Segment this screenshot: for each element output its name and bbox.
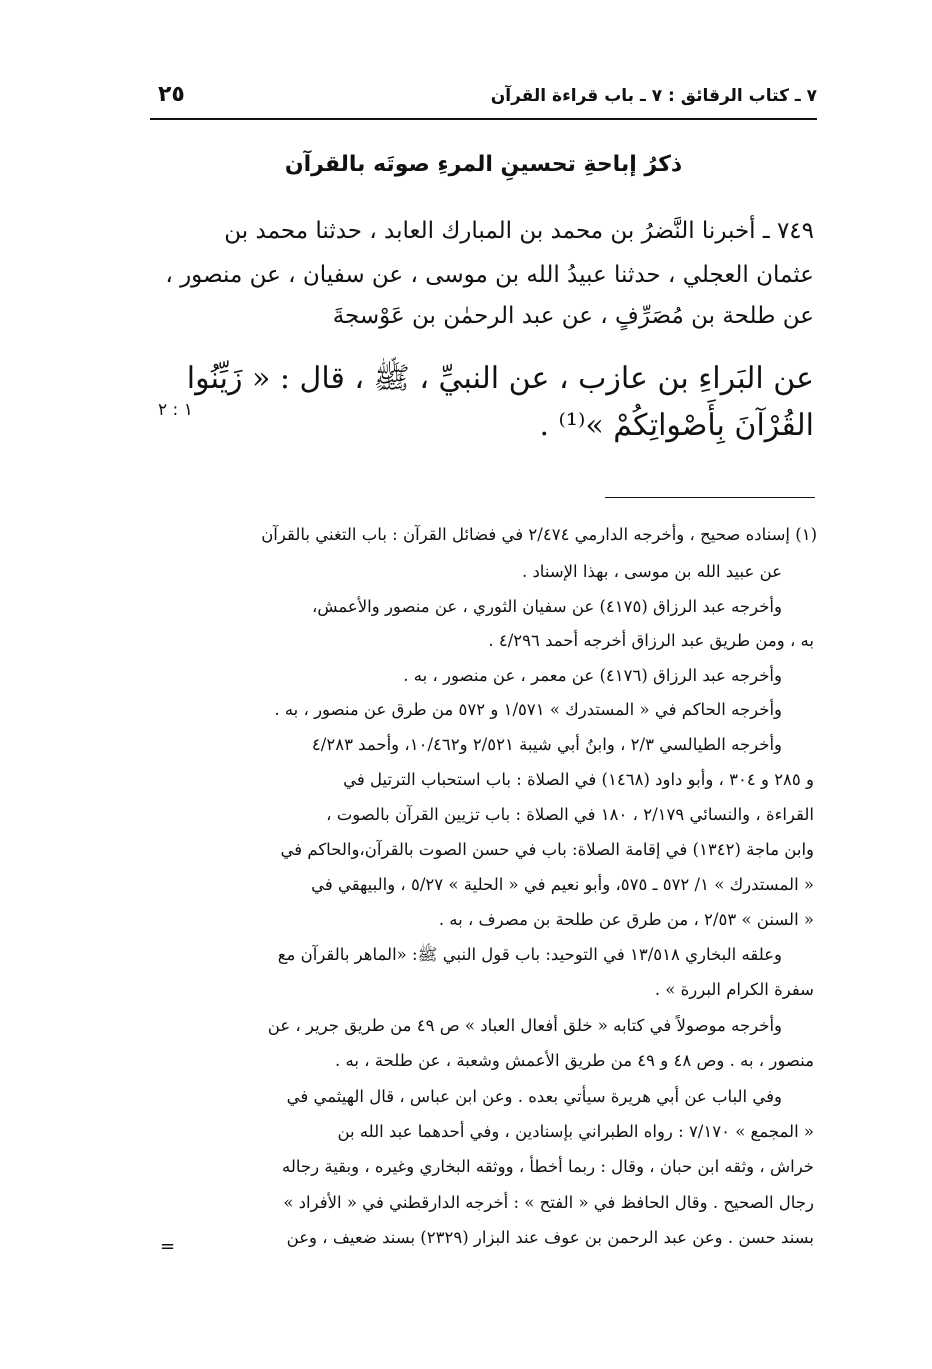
footnote-line: خراش ، وثقه ابن حبان ، وقال : ربما أخطأ ، ووثقه البخاري وغيره ، وبقية رجاله <box>282 1157 814 1176</box>
footnote-line: و ٢٨٥ و ٣٠٤ ، وأبو داود (١٤٦٨) في الصلاة : باب استحباب الترتيل في <box>343 770 814 789</box>
footnote-line: عن عبيد الله بن موسى ، بهذا الإسناد . <box>521 562 782 581</box>
page-number: ٢٥ <box>158 82 185 107</box>
footnote-line: سفرة الكرام البررة » . <box>654 980 814 999</box>
footnote-line: بسند حسن . وعن عبد الرحمن بن عوف عند البزار (٢٣٢٩) بسند ضعيف ، وعن <box>286 1228 814 1247</box>
footnote-separator <box>605 497 815 498</box>
section-title: ذكرُ إباحةِ تحسينِ المرءِ صوتَه بالقرآن <box>284 152 683 177</box>
footnote-line: « المجمع » ٧/١٧٠ : رواه الطبراني بإسنادين ، وفي أحدهما عبد الله بن <box>337 1122 814 1141</box>
isnad-line: عن طلحة بن مُصَرِّفٍ ، عن عبد الرحمٰن بن عَوْسجةَ <box>332 303 814 329</box>
footnote-line: رجال الصحيح . وقال الحافظ في « الفتح » : أخرجه الدارقطني في « الأفراد » <box>283 1193 814 1212</box>
running-header-title: ٧ ـ كتاب الرقائق : ٧ ـ باب قراءة القرآن <box>490 86 817 106</box>
isnad-line: عثمان العجلي ، حدثنا عبيدُ الله بن موسى ، عن سفيان ، عن منصور ، <box>165 262 814 288</box>
footnote-line: وأخرجه موصولاً في كتابه « خلق أفعال العباد » ص ٤٩ من طريق جرير ، عن <box>267 1016 782 1035</box>
footnote-line: وفي الباب عن أبي هريرة سيأتي بعده . وعن ابن عباس ، قال الهيثمي في <box>286 1087 782 1106</box>
isnad-line: ٧٤٩ ـ أخبرنا النَّضرُ بن محمد بن المبارك العابد ، حدثنا محمد بن <box>224 218 814 244</box>
continuation-mark: = <box>160 1236 176 1257</box>
matn-line: القُرْآنَ بِأَصْواتِكُمْ »⁽¹⁾ . <box>539 408 814 443</box>
footnote-line: « المستدرك » ١/ ٥٧٢ ـ ٥٧٥، وأبو نعيم في « الحلية » ٥/٢٧ ، والبيهقي في <box>311 875 814 894</box>
footnote-line: « السنن » ٢/٥٣ ، من طرق عن طلحة بن مصرف ، به . <box>438 910 814 929</box>
footnote-line: به ، ومن طريق عبد الرزاق أخرجه أحمد ٤/٢٩٦ . <box>488 631 814 650</box>
footnote-line: وأخرجه عبد الرزاق (٤١٧٥) عن سفيان الثوري ، عن منصور والأعمش، <box>312 597 782 616</box>
footnote-line: وابن ماجة (١٣٤٢) في إقامة الصلاة: باب في حسن الصوت بالقرآن،والحاكم في <box>280 840 814 859</box>
footnote-line: وعلقه البخاري ١٣/٥١٨ في التوحيد: باب قول النبي ﷺ: «الماهر بالقرآن مع <box>277 945 782 964</box>
footnote-line: (١) إسناده صحيح ، وأخرجه الدارمي ٢/٤٧٤ في فضائل القرآن : باب التغني بالقرآن <box>261 525 817 544</box>
footnote-line: وأخرجه عبد الرزاق (٤١٧٦) عن معمر ، عن منصور ، به . <box>403 666 782 685</box>
footnote-line: وأخرجه الطيالسي ٢/٣ ، وابنُ أبي شيبة ٢/٥٢١ و١٠/٤٦٢، وأحمد ٤/٢٨٣ <box>311 735 782 754</box>
cross-reference: ١ : ٢ <box>158 400 193 420</box>
running-header <box>150 82 817 120</box>
footnote-line: القراءة ، والنسائي ٢/١٧٩ ، ١٨٠ في الصلاة : باب تزيين القرآن بالصوت ، <box>326 805 814 824</box>
matn-line: عن البَراءِ بن عازب ، عن النبيِّ ، ﷺ ، قال : « زَيِّنُوا <box>186 361 814 396</box>
footnote-line: منصور ، به . وص ٤٨ و ٤٩ من طريق الأعمش وشعبة ، عن طلحة ، به . <box>335 1051 814 1070</box>
footnote-line: وأخرجه الحاكم في « المستدرك » ١/٥٧١ و ٥٧٢ من طرق عن منصور ، به . <box>274 700 782 719</box>
